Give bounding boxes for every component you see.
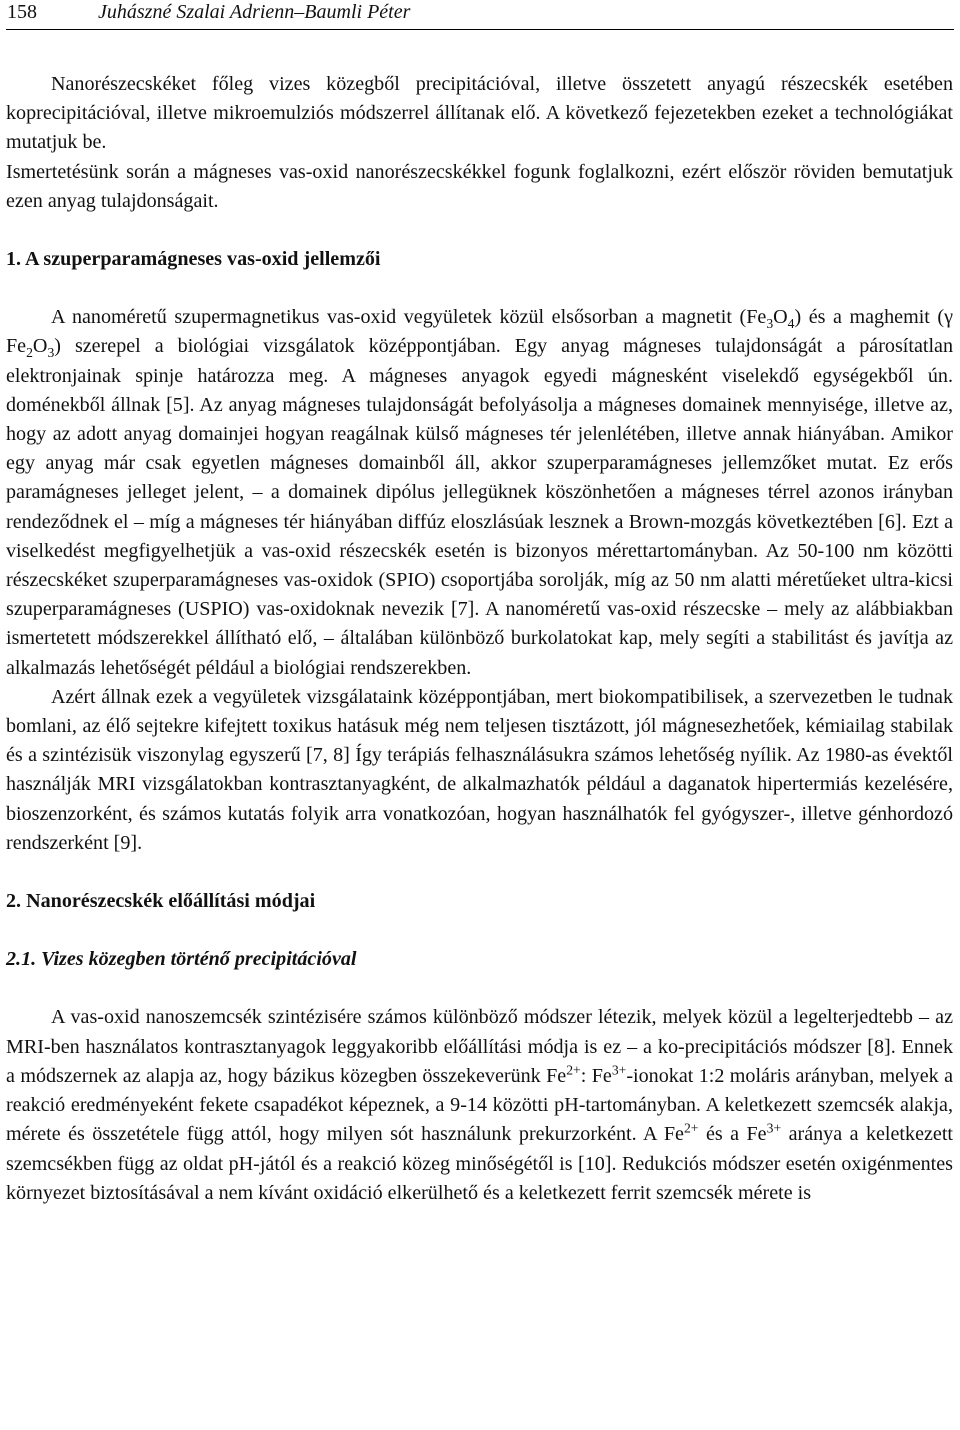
section-2-1-heading: 2.1. Vizes közegben történő precipitációval bbox=[6, 948, 357, 971]
page-number: 158 bbox=[7, 1, 37, 23]
running-head: Juhászné Szalai Adrienn–Baumli Péter bbox=[98, 1, 411, 23]
section-2-1-paragraph-1: A vas-oxid nanoszemcsék szintézisére számos különböző módszer létezik, melyek közül a legelterjedtebb – az MRI-ben használatos kontrasztanyagok leggyakoribb előállítási módja is ez – a ko-precipitációs módszer [8]. Ennek a módszernek az alapja az, hogy bázikus közegben összekeverünk $Fe^{2+}$: $Fe^{3+}$-ionokat 1:2 moláris arányban, melyek a reakció eredményeként fekete csapadékot képeznek, a 9-14 közötti pH-tartományban. A keletkezett szemcsék alakja, mérete és összetétele függ attól, hogy milyen sót használunk prekurzorként. A $Fe^{2+}$ és a $Fe^{3+}$ aránya a keletkezett szemcsékben függ az oldat pH-jától és a reakció közeg minőségétől is [10]. Redukciós módszer esetén oxigénmentes környezet biztosításával a nem kívánt oxidáció elkerülhető és a keletkezett ferrit szemcsék mérete is bbox=[6, 1006, 953, 1204]
intro-paragraph-2: Ismertetésünk során a mágneses vas-oxid nanorészecskékkel fogunk foglalkozni, ezért először röviden bemutatjuk ezen anyag tulajdonságait. bbox=[6, 160, 953, 212]
section-1-paragraph-1: A nanoméretű szupermagnetikus vas-oxid vegyületek közül elsősorban a magnetit $(Fe_3O_4)$ és a maghemit (γ $Fe_2O_3$) szerepel a biológiai vizsgálatok középpontjában. Egy anyag mágneses tulajdonságát a párosítatlan elektronjainak spinje határozza meg. A mágneses anyagok egyedi mágnesként viselekdő egységekből ún. doménekből állnak [5]. Az anyag mágneses tulajdonságát befolyásolja a mágneses domainek mennyisége, illetve az, hogy az adott anyag domainjei hogyan reagálnak külső mágneses tér jelenlétében, illetve annak hiányában. Amikor egy anyag már csak egyetlen mágneses domainből áll, akkor szuperparamágneses jellemzőket mutat. Ez erős paramágneses jelleget jelent, – a domainek dipólus jellegüknek köszönhetően a mágneses térrel azonos irányban rendeződnek el – míg a mágneses tér hiányában diffúz eloszlásúak lesznek a Brown-mozgás következtében [6]. Ezt a viselkedést megfigyelhetjük a vas-oxid részecskék esetén is bizonyos mérettartományban. Az 50-100 nm közötti részecskéket szuperparamágneses vas-oxidok (SPIO) csoportjába sorolják, míg az 50 nm alatti méretűeket ultra-kicsi szuperparamágneses (USPIO) vas-oxidoknak nevezik [7]. A nanoméretű vas-oxid részecske – mely az alábbiakban ismertetett módszerekkel állítható elő, – általában különböző burkolatokat kap, mely segíti a stabilitást és javítja az alkalmazás lehetőségét például a biológiai rendszerekben. bbox=[6, 306, 953, 679]
intro-paragraph-1: Nanorészecskéket főleg vizes közegből precipitációval, illetve összetett anyagú részecskék esetében koprecipitációval, illetve mikroemulziós módszerrel állítanak elő. A következő fejezetekben ezeket a technológiákat mutatjuk be. bbox=[6, 73, 953, 154]
section-1-paragraph-2: Azért állnak ezek a vegyületek vizsgálataink középpontjában, mert biokompatibilisek, a szervezetben le tudnak bomlani, az élő sejtekre kifejtett toxikus hatásuk még nem teljesen tisztázott, jól mágnesezhetőek, kémiailag stabilak és a szintézisük viszonylag egyszerű [7, 8] Így terápiás felhasználásukra számos lehetőség nyílik. Az 1980-as évektől használják MRI vizsgálatokban kontrasztanyagként, de alkalmazhatók például a daganatok hipertermiás kezelésére, bioszenzorként, és számos kutatás folyik arra vonatkozóan, hogyan használhatók fel gyógyszer-, illetve génhordozó rendszerként [9]. bbox=[6, 685, 953, 854]
section-1-heading: 1. A szuperparamágneses vas-oxid jellemzői bbox=[6, 248, 381, 271]
page-header bbox=[6, 0, 954, 30]
page-body bbox=[6, 70, 953, 1208]
section-2-heading: 2. Nanorészecskék előállítási módjai bbox=[6, 890, 316, 913]
